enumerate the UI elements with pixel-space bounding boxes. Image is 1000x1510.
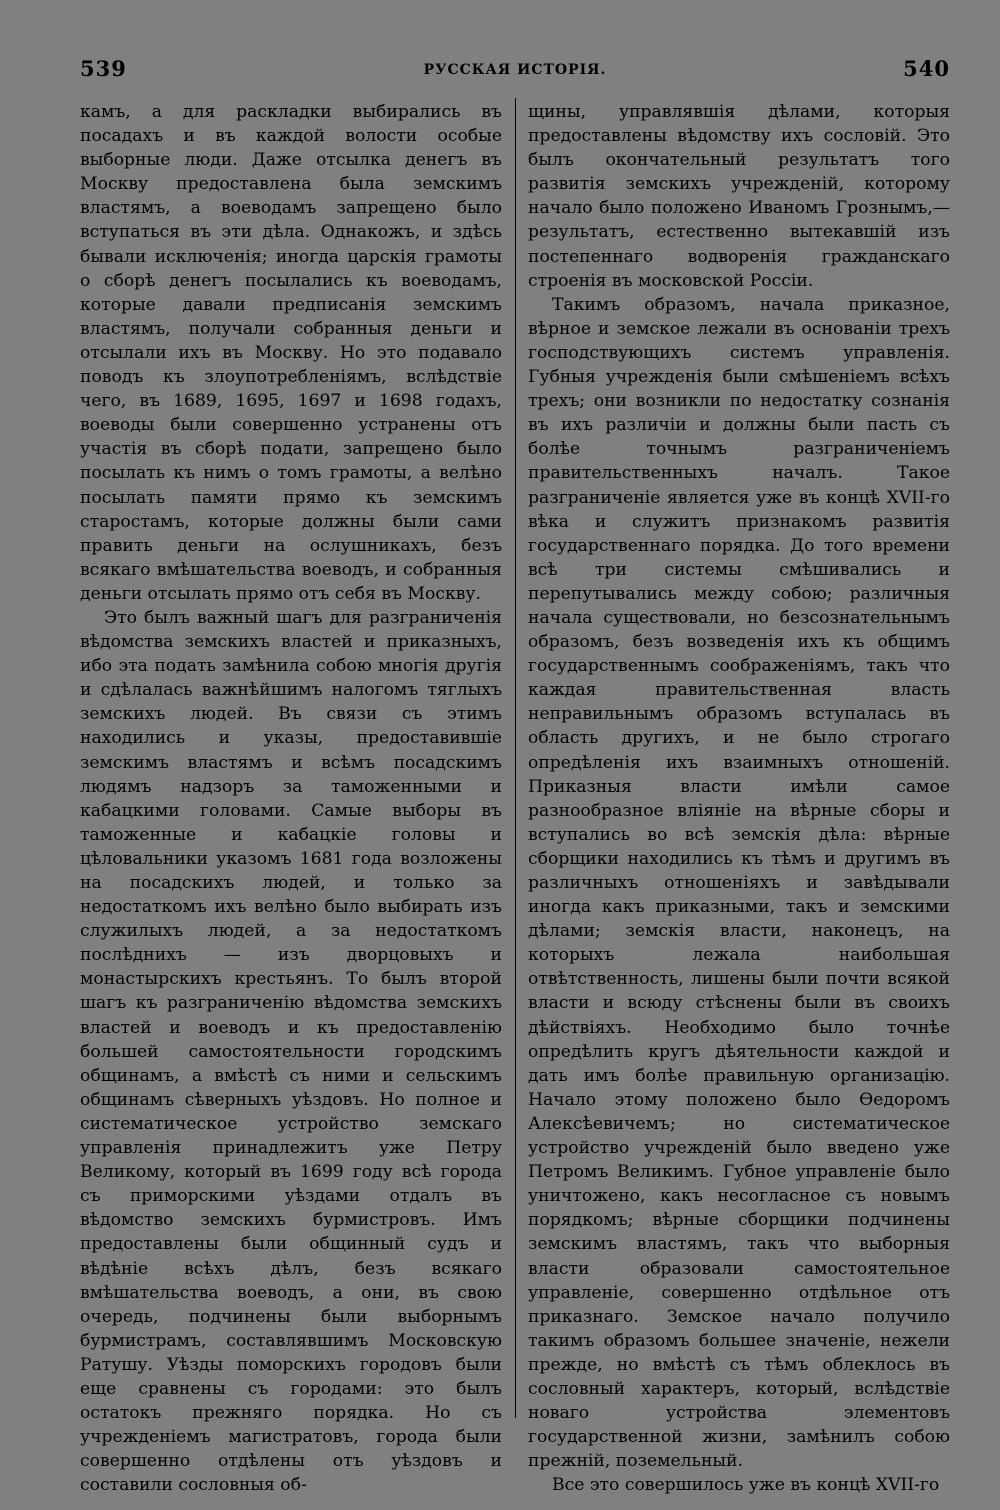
paragraph: Все это совершилось уже въ концѣ XVII-го bbox=[552, 1475, 940, 1496]
left-column bbox=[80, 100, 502, 1497]
column-divider bbox=[515, 98, 516, 1418]
paragraph: Такимъ образомъ, начала приказное, вѣрное и земское лежали въ основаніи трехъ господствующихъ системъ управленія. Губныя учрежденія были смѣшеніемъ всѣхъ трехъ; они возникли по недостатку сознанія въ ихъ различіи и должны были пасть съ болѣе точнымъ разграниченіемъ правительственныхъ началъ. Такое разграниченіе является уже въ концѣ XVII-го вѣка и служитъ признакомъ развитія государственнаго порядка. До того времени всѣ три системы смѣшивались и перепутывались между собою; различныя начала существовали, но безсознательнымъ образомъ, безъ возведенія ихъ къ общимъ государственнымъ соображеніямъ, такъ что каждая правительственная власть неправильнымъ образомъ вступалась въ область другихъ, и не было строгаго опредѣленія ихъ взаимныхъ отношеній. Приказныя власти имѣли самое разнообразное вліяніе на вѣрные сборы и вступались во всѣ земскія дѣла: вѣрные сборщики находились къ тѣмъ и другимъ въ различныхъ отношеніяхъ и завѣдывали иногда какъ приказными, такъ и земскими дѣлами; земскія власти, наконецъ, на которыхъ лежала наибольшая отвѣтственность, лишены были почти всякой власти и всюду стѣснены были въ своихъ дѣйствіяхъ. Необходимо было точнѣе опредѣлить кругъ дѣятельности каждой и дать имъ болѣе правильную организацію. Начало этому положено было Ѳедоромъ Алексѣевичемъ; но систематическое устройство учрежденій было введено уже Петромъ Великимъ. Губное управленіе было уничтожено, какъ несогласное съ новымъ порядкомъ; вѣрные сборщики подчинены земскимъ властямъ, такъ что выборныя власти образовали самостоятельное управленіе, совершенно отдѣльное отъ приказнаго. Земское начало получило такимъ образомъ большее значеніе, нежели прежде, но вмѣстѣ съ тѣмъ облеклось въ сословный характеръ, который, вслѣдствіе новаго устройства элементовъ государственной жизни, замѣнилъ собою прежній, поземельный. bbox=[528, 294, 950, 1472]
page-number-right: 540 bbox=[903, 56, 950, 81]
page-number-left: 539 bbox=[80, 56, 127, 81]
paragraph: камъ, а для раскладки выбирались въ посадахъ и въ каждой волости особые выборные люди. Даже отсылка денегъ въ Москву предоставлена была земскимъ властямъ, а воеводамъ запрещено было вступаться въ эти дѣла. Однакожъ, и здѣсь бывали исключенія; иногда царскія грамоты о сборѣ денегъ посылались къ воеводамъ, которые давали предписанія земскимъ властямъ, получали собранныя деньги и отсылали ихъ въ Москву. Но это подавало поводъ къ злоупотребленіямъ, вслѣдствіе чего, въ 1689, 1695, 1697 и 1698 годахъ, воеводы были совершенно устранены отъ участія въ сборѣ подати, запрещено было посылать къ нимъ о томъ грамоты, а велѣно посылать памяти прямо къ земскимъ старостамъ, которые должны были сами править деньги на ослушникахъ, безъ всякаго вмѣшательства воеводъ, и собранныя деньги отсылать прямо отъ себя въ Москву. bbox=[80, 102, 502, 604]
paragraph: щины, управлявшія дѣлами, которыя предоставлены вѣдомству ихъ сословій. Это былъ окончательный результатъ того развитія земскихъ учрежденій, которому начало было положено Иваномъ Грознымъ,—результатъ, естественно вытекавшій изъ постепеннаго водворенія гражданскаго строенія въ московской Россіи. bbox=[528, 102, 950, 291]
paragraph: Это былъ важный шагъ для разграниченія вѣдомства земскихъ властей и приказныхъ, ибо эта подать замѣнила собою многія другія и сдѣлалась важнѣйшимъ налогомъ тяглыхъ земскихъ людей. Въ связи съ этимъ находились и указы, предоставившіе земскимъ властямъ и всѣмъ посадскимъ людямъ надзоръ за таможенными и кабацкими головами. Самые выборы въ таможенные и кабацкіе головы и цѣловальники указомъ 1681 года возложены на посадскихъ людей, и только за недостаткомъ ихъ велѣно было выбирать изъ служилыхъ людей, а за недостаткомъ послѣднихъ — изъ дворцовыхъ и монастырскихъ крестьянъ. То былъ второй шагъ къ разграниченію вѣдомства земскихъ властей и воеводъ и къ предоставленію большей самостоятельности городскимъ общинамъ, а вмѣстѣ съ ними и сельскимъ общинамъ сѣверныхъ уѣздовъ. Но полное и систематическое устройство земскаго управленія принадлежитъ уже Петру Великому, который въ 1699 году всѣ города съ приморскими уѣздами отдалъ въ вѣдомство земскихъ бурмистровъ. Имъ предоставлены были общинный судъ и вѣдѣніе всѣхъ дѣлъ, безъ всякаго вмѣшательства воеводъ, а они, въ свою очередь, подчинены были выборнымъ бурмистрамъ, составлявшимъ Московскую Ратушу. Уѣзды поморскихъ городовъ были еще сравнены съ городами: это былъ остатокъ прежняго порядка. Но съ учрежденіемъ магистратовъ, города были совершенно отдѣлены отъ уѣздовъ и составили сословныя об- bbox=[80, 607, 502, 1496]
right-column bbox=[528, 100, 950, 1497]
page-header bbox=[80, 56, 950, 86]
running-title: РУССКАЯ ИСТОРІЯ. bbox=[423, 62, 607, 78]
